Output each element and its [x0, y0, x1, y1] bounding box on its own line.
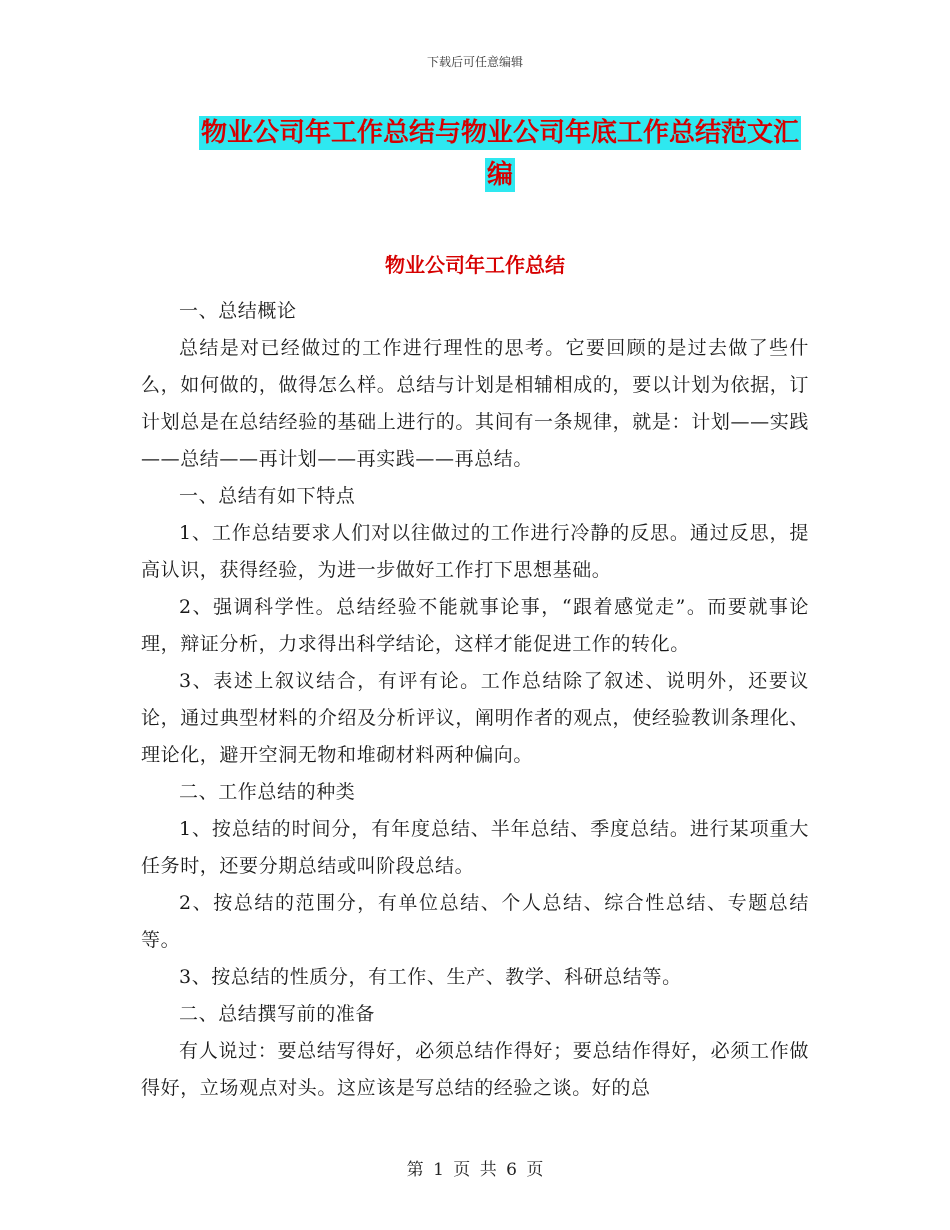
paragraph: 有人说过：要总结写得好，必须总结作得好；要总结作得好，必须工作做得好，立场观点对头。这应该是写总结的经验之谈。好的总 — [141, 1040, 809, 1099]
section-title: 物业公司年工作总结 — [385, 253, 565, 277]
paragraph: 1、工作总结要求人们对以往做过的工作进行冷静的反思。通过反思，提高认识，获得经验，为进一步做好工作打下思想基础。 — [141, 522, 809, 581]
page-footer: 第 1 页 共 6 页 — [406, 1160, 544, 1180]
paragraph: 一、总结有如下特点 — [179, 485, 356, 507]
document-title-line-2: 编 — [486, 160, 513, 190]
paragraph: 总结是对已经做过的工作进行理性的思考。它要回顾的是过去做了些什么，如何做的，做得怎么样。总结与计划是相辅相成的，要以计划为依据，订计划总是在总结经验的基础上进行的。其间有一条规律，就是：计划——实践——总结——再计划——再实践——再总结。 — [141, 337, 809, 470]
paragraph: 2、强调科学性。总结经验不能就事论事，“跟着感觉走”。而要就事论理，辩证分析，力求得出科学结论，这样才能促进工作的转化。 — [141, 596, 809, 655]
paragraph: 3、按总结的性质分，有工作、生产、教学、科研总结等。 — [179, 966, 682, 988]
paragraph: 二、工作总结的种类 — [179, 781, 356, 803]
paragraph: 2、按总结的范围分，有单位总结、个人总结、综合性总结、专题总结等。 — [141, 892, 809, 951]
header-note: 下载后可任意编辑 — [426, 55, 523, 69]
document-title-line-1: 物业公司年工作总结与物业公司年底工作总结范文汇 — [200, 118, 799, 148]
document-body — [141, 293, 809, 1107]
paragraph: 一、总结概论 — [179, 300, 297, 322]
paragraph: 1、按总结的时间分，有年度总结、半年总结、季度总结。进行某项重大任务时，还要分期总结或叫阶段总结。 — [141, 818, 809, 877]
document-title — [190, 112, 810, 196]
paragraph: 二、总结撰写前的准备 — [179, 1003, 376, 1025]
paragraph: 3、表述上叙议结合，有评有论。工作总结除了叙述、说明外，还要议论，通过典型材料的介绍及分析评议，阐明作者的观点，使经验教训条理化、理论化，避开空洞无物和堆砌材料两种偏向。 — [141, 670, 809, 766]
